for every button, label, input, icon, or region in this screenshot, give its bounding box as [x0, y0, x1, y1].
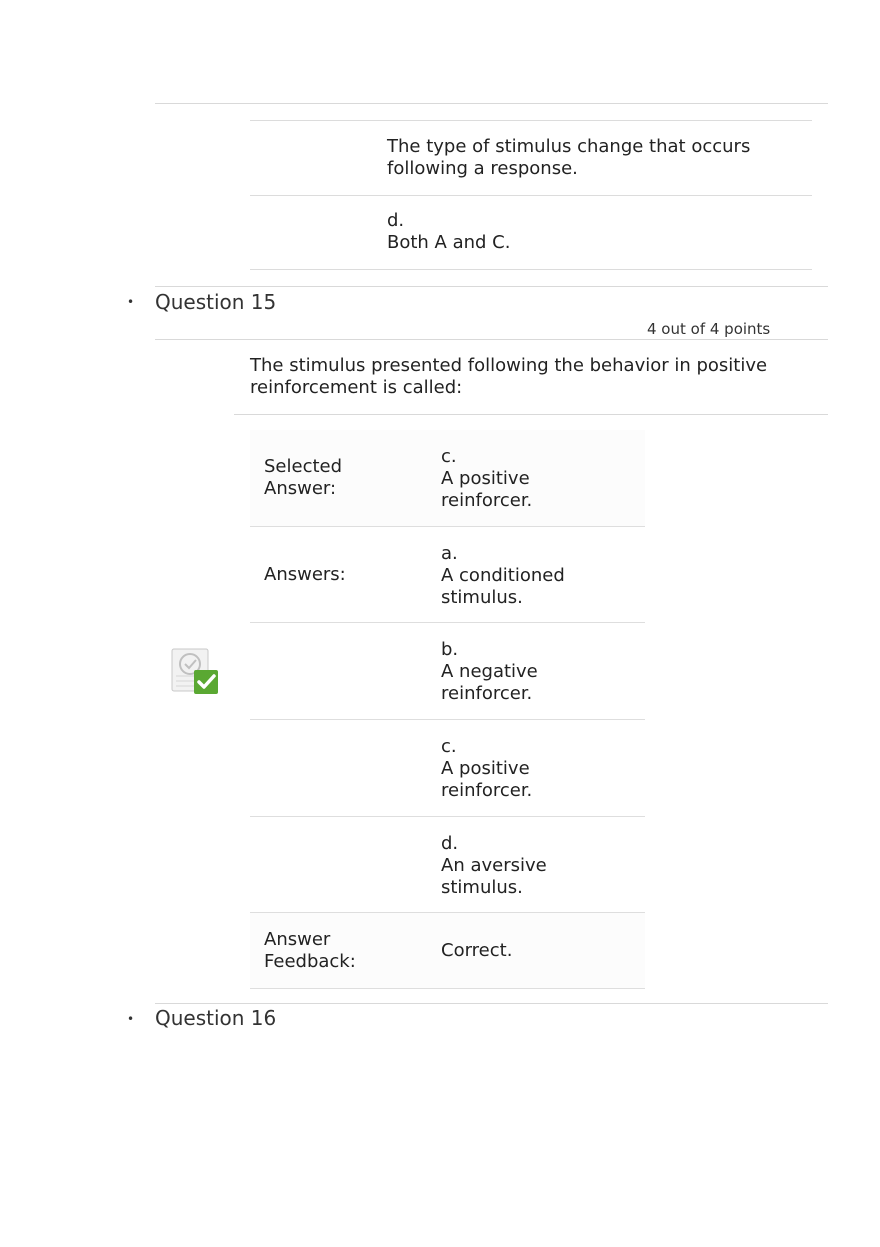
answer-text: A positive reinforcer.: [441, 758, 533, 801]
selected-answer: [441, 446, 591, 512]
divider: [250, 988, 645, 989]
divider: [155, 1003, 828, 1004]
answers-label: Answers:: [264, 564, 346, 585]
answer-letter: b.: [441, 639, 459, 660]
selected-answer-letter: c.: [441, 446, 457, 467]
divider: [155, 339, 828, 340]
question-15-title: Question 15: [155, 290, 277, 314]
divider: [250, 622, 645, 623]
answer-text: An aversive stimulus.: [441, 855, 547, 898]
question-15-points: 4 out of 4 points: [647, 320, 771, 338]
answer-feedback-label: Answer Feedback:: [264, 929, 356, 972]
answer-text: A conditioned stimulus.: [441, 565, 565, 608]
divider: [250, 269, 812, 270]
divider: [155, 103, 828, 104]
question-15-prompt: The stimulus presented following the behavior in positive reinforcement is called:: [250, 355, 768, 398]
bullet: •: [127, 295, 135, 309]
selected-answer-label: Selected Answer:: [264, 456, 343, 499]
answer-option: [441, 639, 591, 705]
divider: [250, 526, 645, 527]
answer-option: [441, 736, 591, 802]
divider: [250, 719, 645, 720]
prev-answer-d: [387, 210, 510, 254]
answer-option: [441, 833, 591, 899]
question-16-title: Question 16: [155, 1006, 277, 1030]
answer-letter: d.: [441, 833, 459, 854]
divider: [250, 195, 812, 196]
prev-answer-c-text: The type of stimulus change that occurs following a response.: [387, 136, 751, 179]
divider: [250, 120, 812, 121]
selected-answer-text: A positive reinforcer.: [441, 468, 533, 511]
bullet: •: [127, 1012, 135, 1026]
prev-answer-d-text: Both A and C.: [387, 232, 511, 253]
divider: [250, 816, 645, 817]
correct-checkmark-icon: [170, 646, 220, 696]
answer-letter: c.: [441, 736, 457, 757]
prev-answer-d-letter: d.: [387, 210, 405, 231]
answer-letter: a.: [441, 543, 458, 564]
answer-option: [441, 543, 591, 609]
divider: [155, 286, 828, 287]
answer-text: A negative reinforcer.: [441, 661, 538, 704]
divider: [234, 414, 828, 415]
answer-feedback-text: Correct.: [441, 940, 513, 961]
